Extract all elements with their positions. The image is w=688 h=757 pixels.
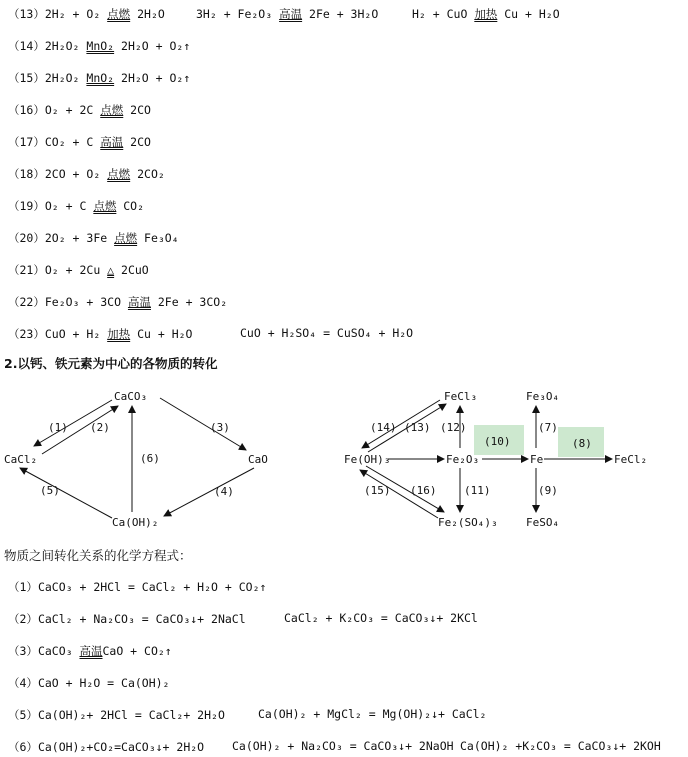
label-16: (16)	[410, 484, 437, 497]
equation-23: （23）CuO + H₂ 加热 Cu + H₂O	[8, 327, 193, 341]
label-3: (3)	[210, 421, 230, 434]
node-feoh3: Fe(OH)₃	[344, 453, 391, 466]
equation-20: （20）2O₂ + 3Fe 点燃 Fe₃O₄	[8, 231, 179, 245]
reaction-condition: MnO₂	[86, 39, 115, 53]
reaction-condition: 高温	[79, 644, 103, 658]
node-feso4: FeSO₄	[526, 516, 560, 529]
equation-15: （15）2H₂O₂ MnO₂ 2H₂O + O₂↑	[8, 71, 191, 85]
equation-13-c: H₂ + CuO 加热 Cu + H₂O	[412, 7, 560, 21]
equation-13-b: 3H₂ + Fe₂O₃ 高温 2Fe + 3H₂O	[196, 7, 379, 21]
reaction-condition: 点燃	[93, 199, 117, 213]
reaction-2: （2）CaCl₂ + Na₂CO₃ = CaCO₃↓+ 2NaCl	[8, 612, 246, 626]
label-2: (2)	[90, 421, 110, 434]
reaction-3: （3）CaCO₃ 高温CaO + CO₂↑	[8, 644, 172, 658]
arrow-4	[164, 468, 254, 516]
arrow-3	[160, 398, 246, 450]
label-13: (13)	[404, 421, 431, 434]
label-11: (11)	[464, 484, 491, 497]
label-8: (8)	[572, 437, 592, 450]
conversion-diagrams	[0, 378, 688, 548]
subheading: 物质之间转化关系的化学方程式：	[4, 548, 192, 563]
node-fe2o3: Fe₂O₃	[446, 453, 480, 466]
reaction-condition: 点燃	[107, 167, 131, 181]
label-9: (9)	[538, 484, 558, 497]
label-10: (10)	[484, 435, 511, 448]
label-4: (4)	[214, 485, 234, 498]
label-14: (14)	[370, 421, 397, 434]
reaction-6: （6）Ca(OH)₂+CO₂=CaCO₃↓+ 2H₂O	[8, 740, 205, 754]
label-1: (1)	[48, 421, 68, 434]
label-5: (5)	[40, 484, 60, 497]
reaction-condition: 点燃	[107, 7, 131, 21]
label-12: (12)	[440, 421, 467, 434]
node-fe2so43: Fe₂(SO₄)₃	[438, 516, 498, 529]
equation-13: （13）2H₂ + O₂ 点燃 2H₂O	[8, 7, 165, 21]
equation-23-b: CuO + H₂SO₄ = CuSO₄ + H₂O	[240, 326, 414, 340]
arrow-5	[20, 468, 112, 518]
reaction-condition: MnO₂	[86, 71, 115, 85]
reaction-4: （4）CaO + H₂O = Ca(OH)₂	[8, 676, 170, 690]
node-cacl2: CaCl₂	[4, 453, 38, 466]
reaction-2-b: CaCl₂ + K₂CO₃ = CaCO₃↓+ 2KCl	[284, 611, 478, 625]
node-cao: CaO	[248, 453, 268, 466]
reaction-6-b: Ca(OH)₂ + Na₂CO₃ = CaCO₃↓+ 2NaOH	[232, 739, 454, 753]
label-15: (15)	[364, 484, 391, 497]
reaction-5: （5）Ca(OH)₂+ 2HCl = CaCl₂+ 2H₂O	[8, 708, 225, 722]
equation-16: （16）O₂ + 2C 点燃 2CO	[8, 103, 151, 117]
equation-17: （17）CO₂ + C 高温 2CO	[8, 135, 151, 149]
label-7: (7)	[538, 421, 558, 434]
reaction-condition: △	[107, 263, 115, 277]
reaction-condition: 高温	[279, 7, 303, 21]
equation-22: （22）Fe₂O₃ + 3CO 高温 2Fe + 3CO₂	[8, 295, 228, 309]
equation-19: （19）O₂ + C 点燃 CO₂	[8, 199, 145, 213]
node-fe: Fe	[530, 453, 544, 466]
reaction-condition: 高温	[100, 135, 124, 149]
node-caco3: CaCO₃	[114, 390, 148, 403]
reaction-condition: 高温	[127, 295, 151, 309]
reaction-condition: 点燃	[100, 103, 124, 117]
node-caoh2: Ca(OH)₂	[112, 516, 159, 529]
reaction-condition: 加热	[474, 7, 498, 21]
node-fe3o4: Fe₃O₄	[526, 390, 560, 403]
reaction-condition: 加热	[107, 327, 131, 341]
node-fecl3: FeCl₃	[444, 390, 478, 403]
reaction-6-c: Ca(OH)₂ +K₂CO₃ = CaCO₃↓+ 2KOH	[460, 739, 661, 753]
section-heading: 2.以钙、铁元素为中心的各物质的转化	[4, 356, 218, 371]
label-6: (6)	[140, 452, 160, 465]
reaction-5-b: Ca(OH)₂ + MgCl₂ = Mg(OH)₂↓+ CaCl₂	[258, 707, 487, 721]
reaction-condition: 点燃	[114, 231, 138, 245]
equation-14: （14）2H₂O₂ MnO₂ 2H₂O + O₂↑	[8, 39, 191, 53]
node-fecl2: FeCl₂	[614, 453, 648, 466]
equation-18: （18）2CO + O₂ 点燃 2CO₂	[8, 167, 165, 181]
reaction-1: （1）CaCO₃ + 2HCl = CaCl₂ + H₂O + CO₂↑	[8, 580, 267, 594]
equation-21: （21）O₂ + 2Cu △ 2CuO	[8, 263, 149, 277]
